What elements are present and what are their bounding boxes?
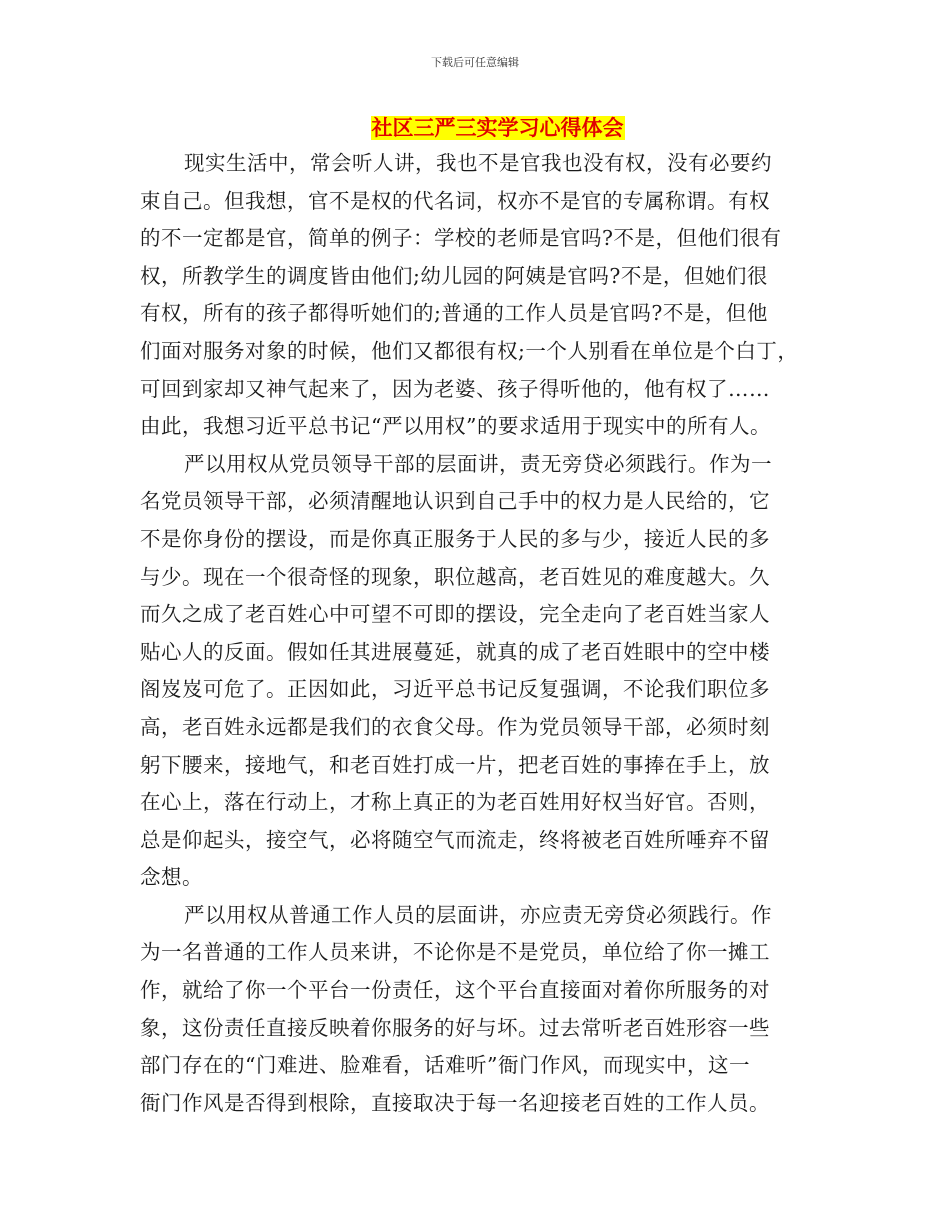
- document-body: [140, 145, 820, 1122]
- text-line: 名党员领导干部，必须清醒地认识到自己手中的权力是人民给的，它: [140, 489, 770, 514]
- text-line: 与少。现在一个很奇怪的现象，职位越高，老百姓见的难度越大。久: [140, 564, 770, 589]
- text-line: 们面对服务对象的时候，他们又都很有权;一个人别看在单位是个白丁，: [140, 338, 799, 363]
- text-line: 象，这份责任直接反映着你服务的好与坏。过去常听老百姓形容一些: [140, 1015, 770, 1040]
- text-line: 总是仰起头，接空气，必将随空气而流走，终将被老百姓所唾弃不留: [140, 827, 770, 852]
- text-line: 严以用权从普通工作人员的层面讲，亦应责无旁贷必须践行。作: [184, 902, 772, 927]
- text-line: 束自己。但我想，官不是权的代名词，权亦不是官的专属称谓。有权: [140, 188, 770, 213]
- text-line: 现实生活中，常会听人讲，我也不是官我也没有权，没有必要约: [184, 151, 772, 175]
- text-line: 高，老百姓永远都是我们的衣食父母。作为党员领导干部，必须时刻: [140, 714, 770, 739]
- text-line: 可回到家却又神气起来了，因为老婆、孩子得听他的，他有权了……: [140, 376, 770, 401]
- document-title: [0, 112, 950, 142]
- text-line: 不是你身份的摆设，而是你真正服务于人民的多与少，接近人民的多: [140, 526, 770, 551]
- text-line: 而久之成了老百姓心中可望不可即的摆设，完全走向了老百姓当家人: [140, 602, 770, 627]
- text-line: 有权，所有的孩子都得听她们的;普通的工作人员是官吗?不是，但他: [140, 301, 768, 326]
- text-line: 在心上，落在行动上，才称上真正的为老百姓用好权当好官。否则，: [140, 790, 770, 815]
- text-line: 阁岌岌可危了。正因如此，习近平总书记反复强调，不论我们职位多: [140, 677, 770, 702]
- text-line: 衙门作风是否得到根除，直接取决于每一名迎接老百姓的工作人员。: [140, 1090, 770, 1115]
- text-line: 为一名普通的工作人员来讲，不论你是不是党员，单位给了你一摊工: [140, 940, 770, 965]
- text-line: 严以用权从党员领导干部的层面讲，责无旁贷必须践行。作为一: [184, 451, 772, 476]
- text-line: 由此，我想习近平总书记“严以用权”的要求适用于现实中的所有人。: [140, 414, 771, 439]
- text-line: 躬下腰来，接地气，和老百姓打成一片，把老百姓的事捧在手上，放: [140, 752, 770, 777]
- text-line: 作，就给了你一个平台一份责任，这个平台直接面对着你所服务的对: [140, 978, 770, 1003]
- text-line: 权，所教学生的调度皆由他们;幼儿园的阿姨是官吗?不是，但她们很: [140, 263, 768, 288]
- document-title-text: 社区三严三实学习心得体会: [371, 116, 624, 140]
- text-line: 的不一定都是官，简单的例子：学校的老师是官吗?不是，但他们很有: [140, 226, 782, 251]
- text-line: 贴心人的反面。假如任其进展蔓延，就真的成了老百姓眼中的空中楼: [140, 639, 770, 664]
- text-line: 部门存在的“门难进、脸难看，话难听”衙门作风，而现实中，这一: [140, 1053, 750, 1078]
- text-line: 念想。: [140, 865, 203, 890]
- page-header-note: 下载后可任意编辑: [431, 56, 519, 69]
